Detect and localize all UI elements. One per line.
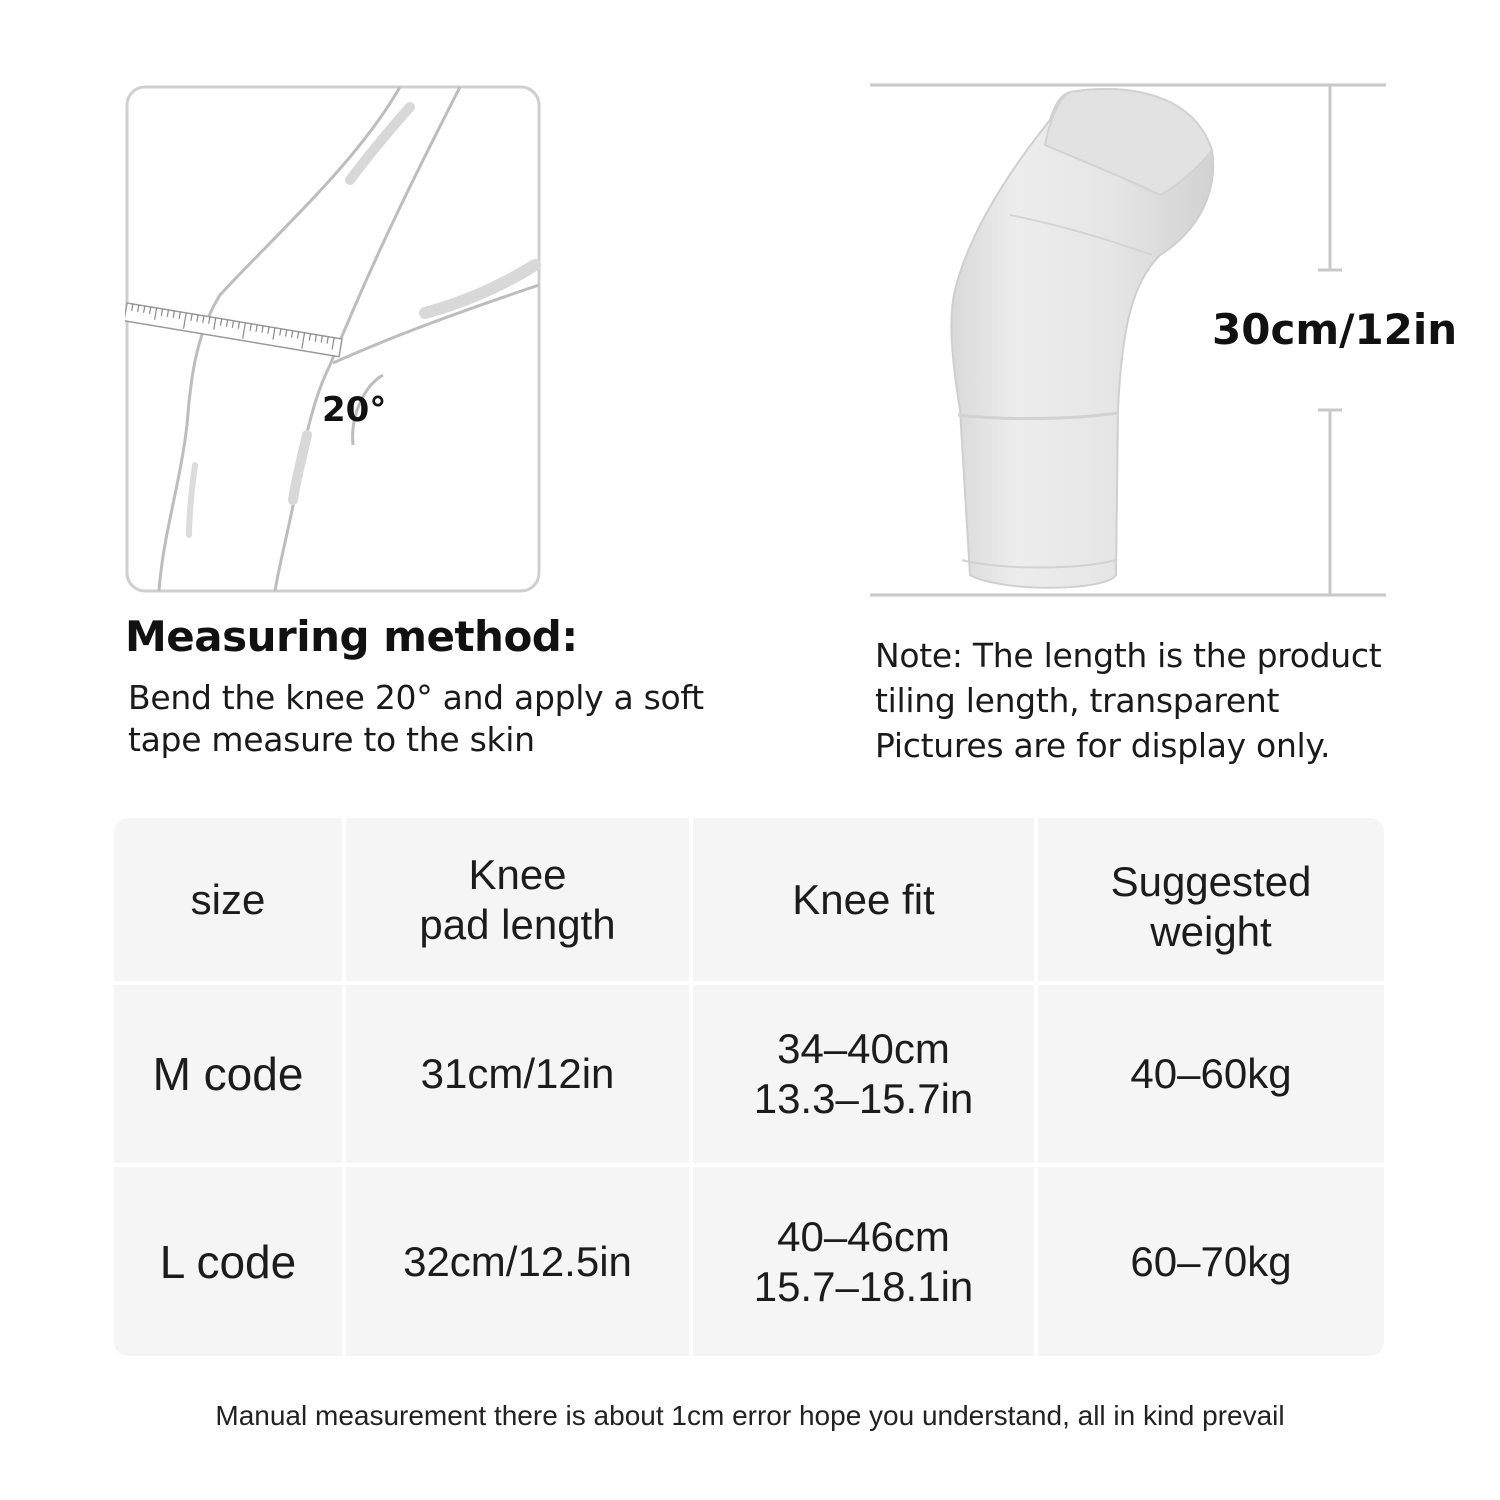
header-knee-fit: Knee fit — [792, 875, 935, 923]
note-line: Pictures are for display only. — [875, 726, 1331, 765]
table-row-l-weight: 60–70kg — [1130, 1237, 1292, 1285]
header-knee-pad-length: Knee pad length — [419, 850, 616, 948]
table-row-m-fit: 34–40cm 13.3–15.7in — [753, 1025, 974, 1122]
note-line: tiling length, transparent — [875, 681, 1280, 720]
product-note — [875, 633, 1435, 768]
size-table — [114, 818, 1384, 1356]
table-row-m-size: M code — [152, 1048, 304, 1100]
measuring-method-description: Bend the knee 20° and apply a soft tape measure to the skin — [128, 678, 704, 759]
dimension-label: 30cm/12in — [1212, 305, 1458, 354]
table-row-l-length: 32cm/12.5in — [403, 1237, 632, 1285]
table-row-m-length: 31cm/12in — [420, 1050, 615, 1097]
table-row-m-weight: 40–60kg — [1130, 1050, 1292, 1097]
measuring-method-title: Measuring method: — [125, 612, 578, 661]
footer-note: Manual measurement there is about 1cm error hope you understand, all in kind prevail — [215, 1400, 1285, 1431]
angle-label: 20° — [322, 390, 387, 430]
knee-tape-illustration — [125, 85, 541, 593]
measuring-illustration — [125, 85, 541, 593]
note-line: Note: The length is the product — [875, 636, 1382, 675]
header-size: size — [190, 875, 266, 923]
header-suggested-weight: Suggested weight — [1110, 857, 1312, 955]
table-row-l-fit: 40–46cm 15.7–18.1in — [753, 1212, 974, 1310]
table-row-l-size: L code — [159, 1235, 297, 1288]
